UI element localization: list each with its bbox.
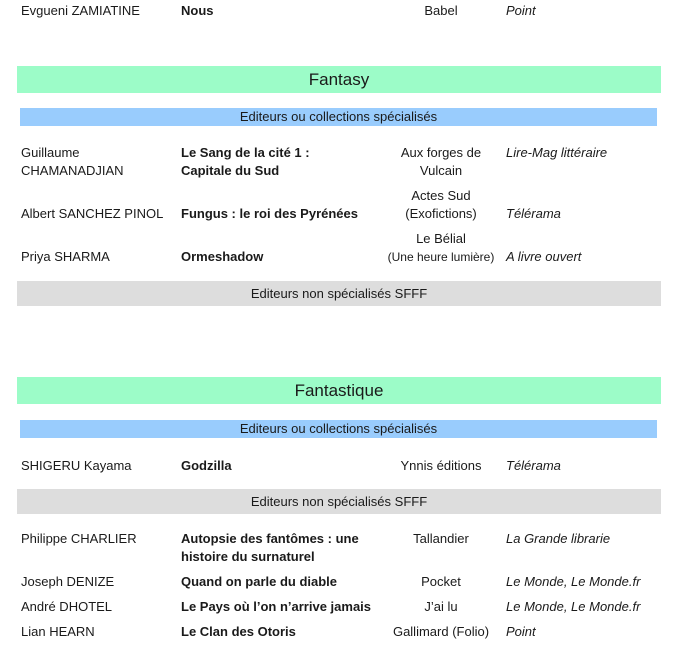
publisher-cell: J’ai lu <box>424 599 458 614</box>
title-cell: Quand on parle du diable <box>181 574 338 589</box>
source-cell: La Grande librarie <box>506 531 611 546</box>
source-cell: Point <box>506 3 536 18</box>
author-cell: Evgueni ZAMIATINE <box>21 3 140 18</box>
author-cell: Philippe CHARLIER <box>21 531 137 546</box>
author-cell: Guillaume CHAMANADJIAN <box>21 145 124 178</box>
author-cell: Lian HEARN <box>21 624 95 639</box>
title-cell: Godzilla <box>181 458 232 473</box>
title-cell: Le Pays où l’on n’arrive jamais <box>181 599 372 614</box>
publisher-cell: Le Bélial (Une heure lumière) <box>387 231 495 264</box>
section-heading-fantasy: Fantasy <box>17 66 661 93</box>
publisher-cell: Ynnis éditions <box>400 458 482 473</box>
title-cell: Autopsie des fantômes : une histoire du surnaturel <box>181 531 359 564</box>
source-cell: Télérama <box>506 458 561 473</box>
source-cell: Le Monde, Le Monde.fr <box>506 599 641 614</box>
specialised-publishers-bar: Editeurs ou collections spécialisés <box>20 420 657 438</box>
author-cell: Albert SANCHEZ PINOL <box>21 206 164 221</box>
publisher-cell: Babel <box>424 3 458 18</box>
publisher-cell: Gallimard (Folio) <box>392 624 490 639</box>
author-cell: André DHOTEL <box>21 599 113 614</box>
title-cell: Nous <box>181 3 214 18</box>
title-cell: Ormeshadow <box>181 249 264 264</box>
non-specialised-publishers-bar: Editeurs non spécialisés SFFF <box>17 281 661 306</box>
source-cell: Le Monde, Le Monde.fr <box>506 574 641 589</box>
source-cell: Point <box>506 624 536 639</box>
source-cell: Télérama <box>506 206 561 221</box>
publisher-cell: Aux forges de Vulcain <box>400 145 482 178</box>
title-cell: Le Sang de la cité 1 : Capitale du Sud <box>181 145 310 178</box>
source-cell: Lire-Mag littéraire <box>506 145 608 160</box>
non-specialised-publishers-bar: Editeurs non spécialisés SFFF <box>17 489 661 514</box>
specialised-publishers-bar: Editeurs ou collections spécialisés <box>20 108 657 126</box>
author-cell: SHIGERU Kayama <box>21 458 132 473</box>
source-cell: A livre ouvert <box>506 249 582 264</box>
publisher-cell: Pocket <box>421 574 461 589</box>
publisher-cell: Actes Sud (Exofictions) <box>405 188 477 221</box>
author-cell: Priya SHARMA <box>21 249 110 264</box>
title-cell: Le Clan des Otoris <box>181 624 296 639</box>
author-cell: Joseph DENIZE <box>21 574 115 589</box>
section-heading-fantastique: Fantastique <box>17 377 661 404</box>
publisher-cell: Tallandier <box>413 531 469 546</box>
title-cell: Fungus : le roi des Pyrénées <box>181 206 358 221</box>
